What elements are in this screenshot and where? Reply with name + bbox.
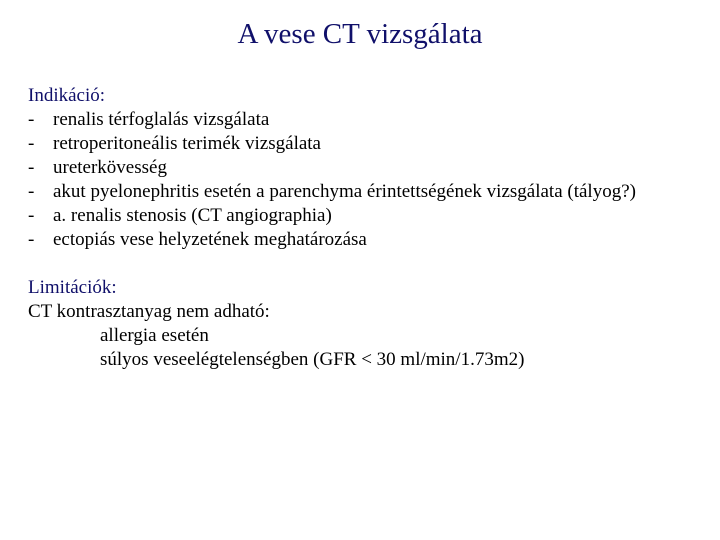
limitation-sub-item: allergia esetén [100, 325, 209, 346]
limitation-sub-item: súlyos veseelégtelenségben (GFR < 30 ml/min/1.73m2) [100, 349, 525, 370]
indications-list [28, 108, 708, 252]
spacer [28, 252, 708, 276]
slide-content [28, 84, 708, 372]
slide-title: A vese CT vizsgálata [237, 18, 483, 50]
list-item: - retroperitoneális terimék vizsgálata [28, 132, 708, 156]
list-item: - renalis térfoglalás vizsgálata [28, 108, 708, 132]
list-item: - ureterkövesség [28, 156, 708, 180]
indications-heading: Indikáció: [28, 85, 106, 106]
list-item: - a. renalis stenosis (CT angiographia) [28, 204, 708, 228]
limitations-heading: Limitációk: [28, 277, 117, 298]
list-item: - akut pyelonephritis esetén a parenchyma érintettségének vizsgálata (tályog?) [28, 180, 708, 204]
list-item: - ectopiás vese helyzetének meghatározása [28, 228, 708, 252]
limitations-line: CT kontrasztanyag nem adható: [28, 301, 270, 322]
